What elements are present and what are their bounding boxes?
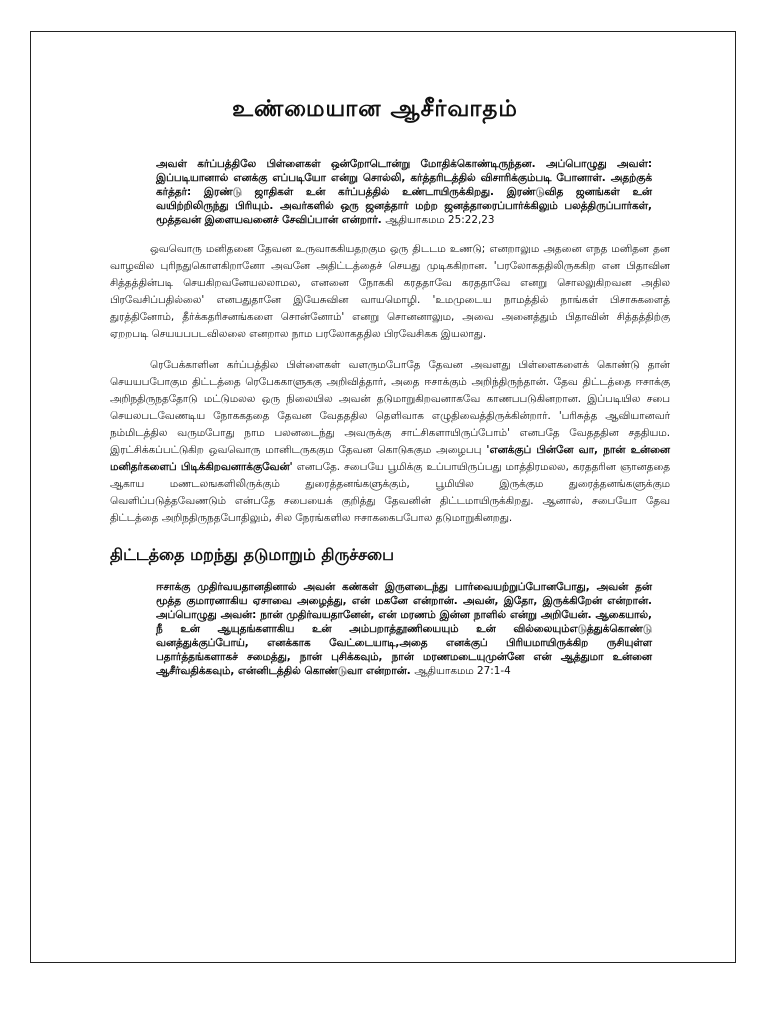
scripture-quote-1 bbox=[156, 157, 652, 227]
paragraph-1: ஒவவொரு மனிதனை தேவன உருவாககியதறகும ஒரு திடடம உணடு; எனறாலும அதனை எநத மனிதன தன வாழவில புரிநதுகொளகிறானோ அவனே அதிட்டத்தைச் செயது முடிககிறான. 'பரலோகததிலிருககிற என பிதாவின சித்தத்தின்படி செயகிறவனேயலலாமல, எனனை நோககி கரததாவே கரததாவே எனறு சொலலுகிறவன அதில பிரவேசிப்பதில்லை' எனபதுதானே இயேசுவின வாயமொழி. 'உமமுடைய நாமத்தில் நாங்கள் பிசாசுகளைத் துரத்தினோம், தீர்க்கதரிசனங்களை சொன்னோம்' எனறு சொனனாலும, அவை அனைத்தும் பிதாவின் சித்தத்திற்கு ஏறறபடி செயயபபடவிலலை எனறால நாம பரலோகததில பிரவேசிகக இயலாது. bbox=[110, 243, 670, 340]
quote-2-text: ஈசாக்கு முதிர்வயதானதினால் அவன் கண்கள் இருளடைந்து பார்வையற்றுப்போனபோது, அவன் தன் மூத்த குமாரனாகிய ஏசாவை அழைத்து, என் மகனே என்றான். அவன், இதோ, இருக்கிறேன் என்றான். அப்பொழுது அவன்: நான் முதிர்வயதானேன், என் மரணம் இன்ன நாளில் என்று அறியேன். ஆகையால், நீ உன் ஆயுதங்களாகிய உன் அம்பறாத்தூணியையும் உன் வில்லையும்எடுத்துக்கொண்டு வனத்துக்குப்போய், எனக்காக வேட்டையாடி,அதை எனக்குப் பிரியமாயிருக்கிற ருசியுள்ள பதார்த்தங்களாகச் சமைத்து, நான் புசிக்கவும், நான் மரணமடையுமுன்னே என் ஆத்துமா உன்னை ஆசீர்வதிக்கவும், என்னிடத்தில் கொண்டுவா என்றான். bbox=[156, 581, 652, 677]
paragraph-2-part-2: எனபதே. சபையே பூமிக்கு உப்பாயிருப்பது மாத்திரமலல, கரததரின ஞானததை ஆகாய மணடலஙகளிலிருக்கும் துரைத்தனங்களுக்கும், பூமியில இருக்கும துரைத்தனங்களுக்கும வெளிப்படுத்தவேணடும் என்பதே சபையைக் குறித்து தேவனின் திட்டமாயிருக்கிறது. ஆனால், சபையோ தேவ திட்டத்தை அறிநதிருநதபோதிலும், சில நேரங்களில ஈசாககைபபோல தடுமாறுகினறது. bbox=[110, 461, 670, 524]
section-heading: திட்டத்தை மறந்து தடுமாறும் திருச்சபை bbox=[110, 545, 395, 564]
paragraph-2 bbox=[110, 357, 670, 527]
quote-1-reference: ஆதியாகமம 25:22,23 bbox=[385, 214, 495, 226]
quote-1-text: அவள் கர்ப்பத்திலே பிள்ளைகள் ஒன்றோடொன்று மோதிக்கொண்டிருந்தன. அப்பொழுது அவள்: இப்படியானால் எனக்கு எப்படியோ என்று சொல்லி, கர்த்தரிடத்தில் விசாரிக்கும்படி போனாள். அதற்குக் கர்த்தர்: இரண்டு ஜாதிகள் உன் கர்ப்பத்தில் உண்டாயிருக்கிறது. இரண்டுவித ஜனங்கள் உன் வயிற்றிலிருந்து பிரியும். அவர்களில் ஒரு ஜனத்தார் மற்ற ஜனத்தாரைப்பார்க்கிலும் பலத்திருப்பார்கள், மூத்தவன் இளையவனைச் சேவிப்பான் என்றார். bbox=[156, 158, 652, 226]
scripture-quote-2 bbox=[156, 580, 652, 678]
quote-2-reference: ஆதியாகமம 27:1-4 bbox=[414, 665, 511, 677]
paragraph-2-bold-quote: 'எனக்குப் பின்னே வா, நான் உன்னை மனிதர்களைப் பிடிக்கிறவனாக்குவேன்' bbox=[110, 444, 671, 473]
page-title: உண்மையான ஆசீர்வாதம் bbox=[232, 96, 518, 122]
document-content bbox=[80, 78, 670, 678]
paragraph-2-part-1: ரெபேக்காளின கர்ப்பத்தில பிள்ளைகள் வளருமபோதே தேவன அவளது பிள்ளைகளைக் கொண்டு தான் செயயபபோகும திட்டத்தை ரெபேககாளுககு அறிவித்தார், அதை ஈசாக்கும் அறிந்திருந்தான். தேவ திட்டத்தை ஈசாக்கு அறிநதிருநததோடு மட்டுமலல ஒரு நிலையில அவன் தடுமாறுகிறவனாகவே காணபபடுகினறான. இப்படியில சபை செயலபடவேணடிய நோககததை தேவன வேதததில தெளிவாக எழுதிவைத்திருக்கின்றார். 'பரிசுத்த ஆவியானவர் நம்மிடத்தில வருமபோது நாம பலனடைந்து அவருக்கு சாட்சிகளாயிருப்போம்' எனபதே வேதததின சததியம. இரட்சிக்கப்பட்டுகிற ஒவவொரு மானிடருககும தேவன கொடுககும அழைபபு bbox=[110, 359, 670, 456]
